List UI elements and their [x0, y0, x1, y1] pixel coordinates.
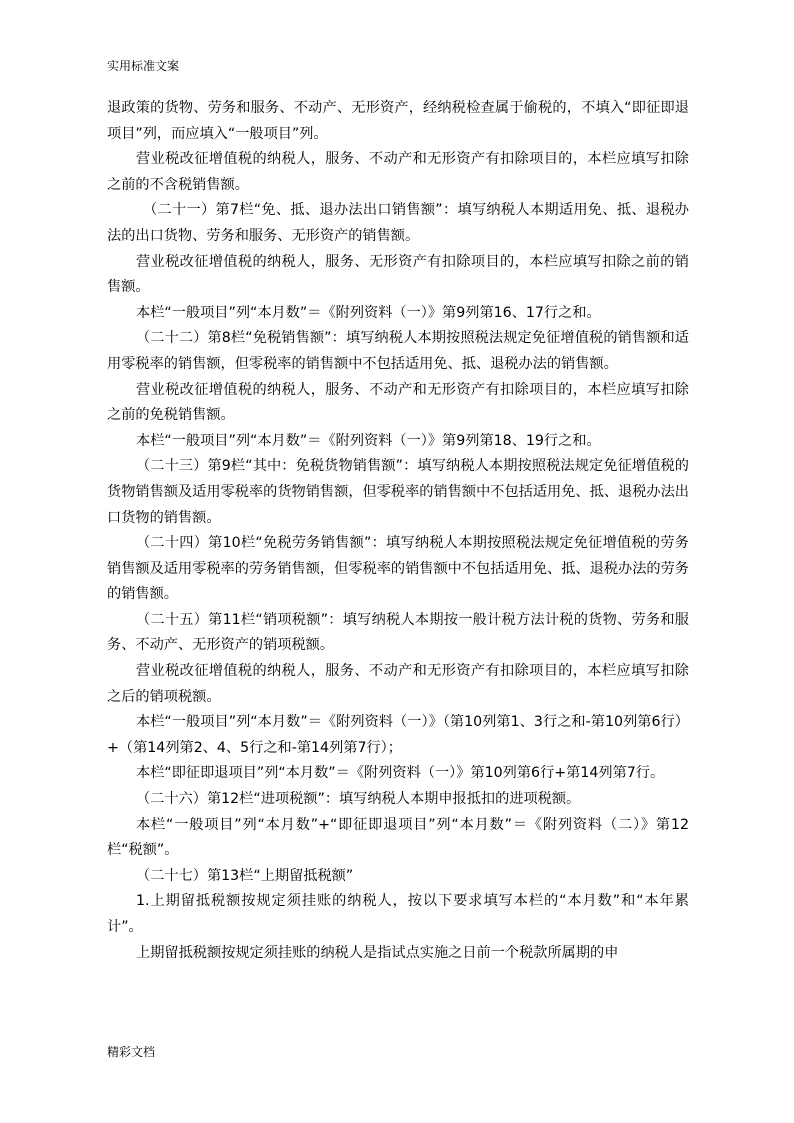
paragraph: 上期留抵税额按规定须挂账的纳税人是指试点实施之日前一个税款所属期的申 — [136, 944, 619, 961]
paragraph: 本栏“一般项目”列“本月数”＝《附列资料（一）》第9列第16、17行之和。 — [136, 304, 601, 321]
paragraph: （二十六）第12栏“进项税额”：填写纳税人本期申报抵扣的进项税额。 — [136, 791, 581, 808]
document-body — [107, 96, 689, 966]
paragraph: （二十二）第8栏“免税销售额”：填写纳税人本期按照税法规定免征增值税的销售额和适用零税率的销售额，但零税率的销售额中不包括适用免、抵、退税办法的销售额。 — [107, 330, 689, 372]
paragraph: （二十七）第13栏“上期留抵税额” — [136, 867, 354, 884]
paragraph: 本栏“一般项目”列“本月数”+“即征即退项目”列“本月数”＝《附列资料（二）》第12栏“税额”。 — [107, 816, 689, 859]
paragraph: 本栏“即征即退项目”列“本月数”＝《附列资料（一）》第10列第6行+第14列第7行。 — [136, 765, 665, 782]
page-footer: 精彩文档 — [107, 1045, 156, 1059]
page-header: 实用标准文案 — [107, 59, 180, 73]
paragraph: 营业税改征增值税的纳税人，服务、不动产和无形资产有扣除项目的，本栏应填写扣除之前的不含税销售额。 — [107, 151, 689, 193]
paragraph: 营业税改征增值税的纳税人，服务、不动产和无形资产有扣除项目的，本栏应填写扣除之前的免税销售额。 — [107, 381, 689, 424]
paragraph: （二十一）第7栏“免、抵、退办法出口销售额”：填写纳税人本期适用免、抵、退税办法的出口货物、劳务和服务、无形资产的销售额。 — [107, 202, 689, 244]
paragraph: 营业税改征增值税的纳税人，服务、不动产和无形资产有扣除项目的，本栏应填写扣除之后的销项税额。 — [107, 663, 689, 705]
paragraph: （二十五）第11栏“销项税额”：填写纳税人本期按一般计税方法计税的货物、劳务和服务、不动产、无形资产的销项税额。 — [107, 611, 689, 654]
paragraph: 本栏“一般项目”列“本月数”＝《附列资料（一）》（第10列第1、3行之和-第10列第6行）+（第14列第2、4、5行之和-第14列第7行）； — [107, 714, 689, 756]
paragraph: 本栏“一般项目”列“本月数”＝《附列资料（一）》第9列第18、19行之和。 — [136, 432, 601, 449]
paragraph: 退政策的货物、劳务和服务、不动产、无形资产，经纳税检查属于偷税的，不填入“即征即退项目”列，而应填入“一般项目”列。 — [107, 100, 689, 142]
paragraph: 1.上期留抵税额按规定须挂账的纳税人，按以下要求填写本栏的“本月数”和“本年累计”。 — [107, 893, 689, 935]
paragraph: 营业税改征增值税的纳税人，服务、无形资产有扣除项目的，本栏应填写扣除之前的销售额。 — [107, 253, 689, 296]
paragraph: （二十三）第9栏“其中：免税货物销售额”：填写纳税人本期按照税法规定免征增值税的货物销售额及适用零税率的货物销售额，但零税率的销售额中不包括适用免、抵、退税办法出口货物的销售额。 — [107, 458, 689, 526]
paragraph: （二十四）第10栏“免税劳务销售额”：填写纳税人本期按照税法规定免征增值税的劳务销售额及适用零税率的劳务销售额，但零税率的销售额中不包括适用免、抵、退税办法的劳务的销售额。 — [107, 535, 689, 603]
